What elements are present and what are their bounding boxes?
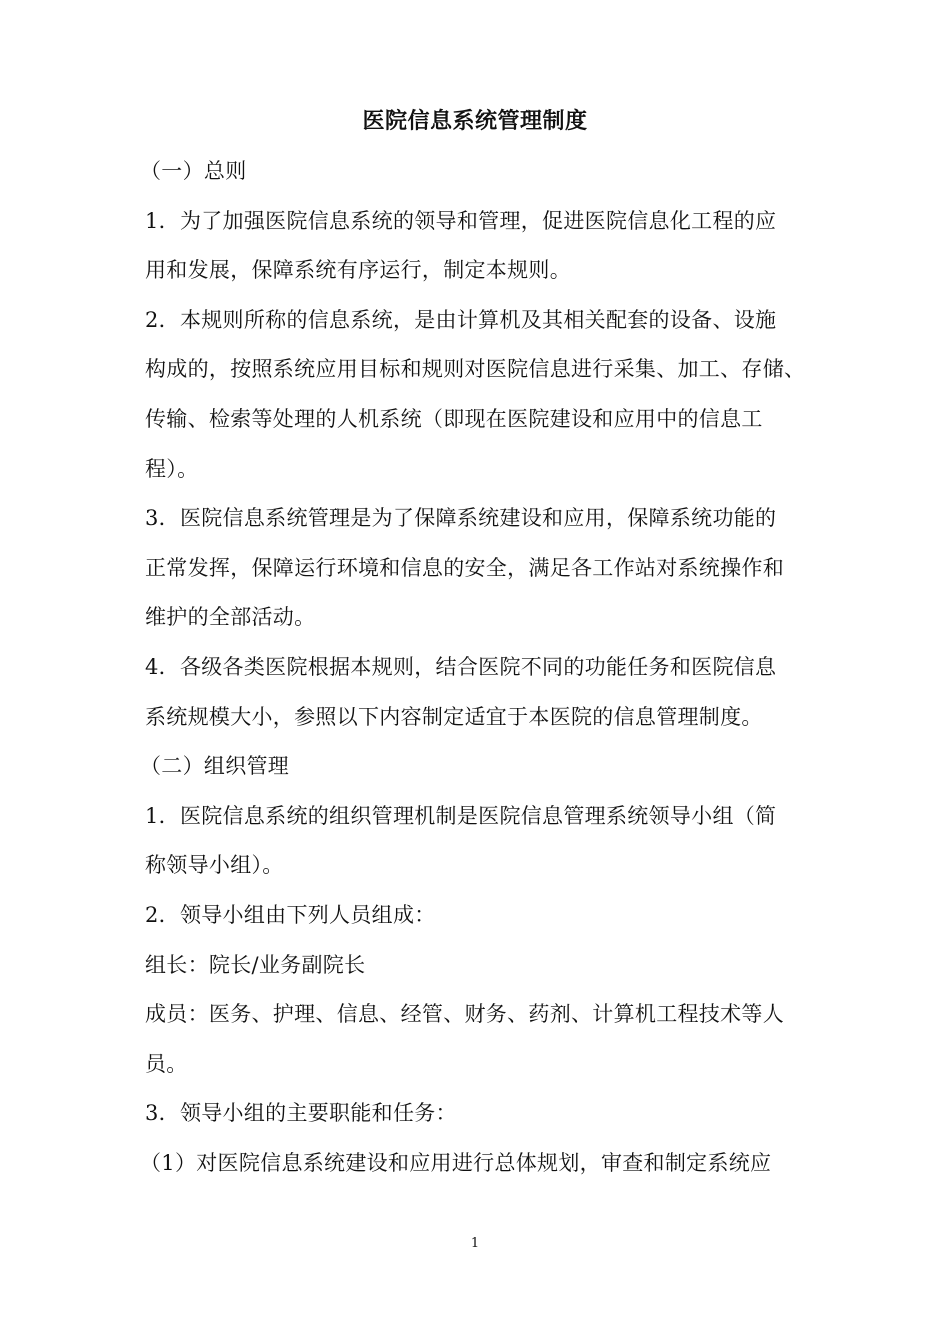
- paragraph-line: 系统规模大小，参照以下内容制定适宜于本医院的信息管理制度。: [145, 704, 763, 729]
- paragraph-line: （1）对医院信息系统建设和应用进行总体规划，审查和制定系统应: [140, 1150, 772, 1175]
- paragraph-line: 构成的，按照系统应用目标和规则对医院信息进行采集、加工、存储、: [145, 357, 806, 382]
- document-title: 医院信息系统管理制度: [362, 108, 588, 134]
- paragraph-line: 1．为了加强医院信息系统的领导和管理，促进医院信息化工程的应: [145, 208, 777, 233]
- paragraph-line: 成员：医务、护理、信息、经管、财务、药剂、计算机工程技术等人: [145, 1002, 784, 1027]
- paragraph-line: 2．本规则所称的信息系统，是由计算机及其相关配套的设备、设施: [145, 307, 777, 332]
- section-heading-general: （一）总则: [140, 159, 247, 183]
- paragraph-line: 员。: [145, 1051, 188, 1076]
- paragraph-line: 4．各级各类医院根据本规则，结合医院不同的功能任务和医院信息: [145, 654, 777, 679]
- paragraph-line: 3．医院信息系统管理是为了保障系统建设和应用，保障系统功能的: [145, 506, 777, 531]
- paragraph-line: 称领导小组）。: [145, 853, 284, 878]
- paragraph-line: 正常发挥，保障运行环境和信息的安全，满足各工作站对系统操作和: [145, 555, 784, 580]
- paragraph-line: 用和发展，保障系统有序运行，制定本规则。: [145, 258, 571, 283]
- section-heading-organization: （二）组织管理: [140, 754, 290, 779]
- paragraph-line: 组长：院长/业务副院长: [145, 952, 366, 977]
- page-number: 1: [470, 1236, 480, 1251]
- paragraph-line: 维护的全部活动。: [145, 605, 316, 630]
- document-body: [140, 154, 811, 1195]
- paragraph-line: 程）。: [145, 456, 199, 481]
- paragraph-line: 1．医院信息系统的组织管理机制是医院信息管理系统领导小组（简: [145, 803, 777, 828]
- paragraph-line: 传输、检索等处理的人机系统（即现在医院建设和应用中的信息工: [145, 406, 763, 431]
- paragraph-line: 3．领导小组的主要职能和任务：: [145, 1101, 457, 1126]
- paragraph-line: 2．领导小组由下列人员组成：: [145, 902, 436, 927]
